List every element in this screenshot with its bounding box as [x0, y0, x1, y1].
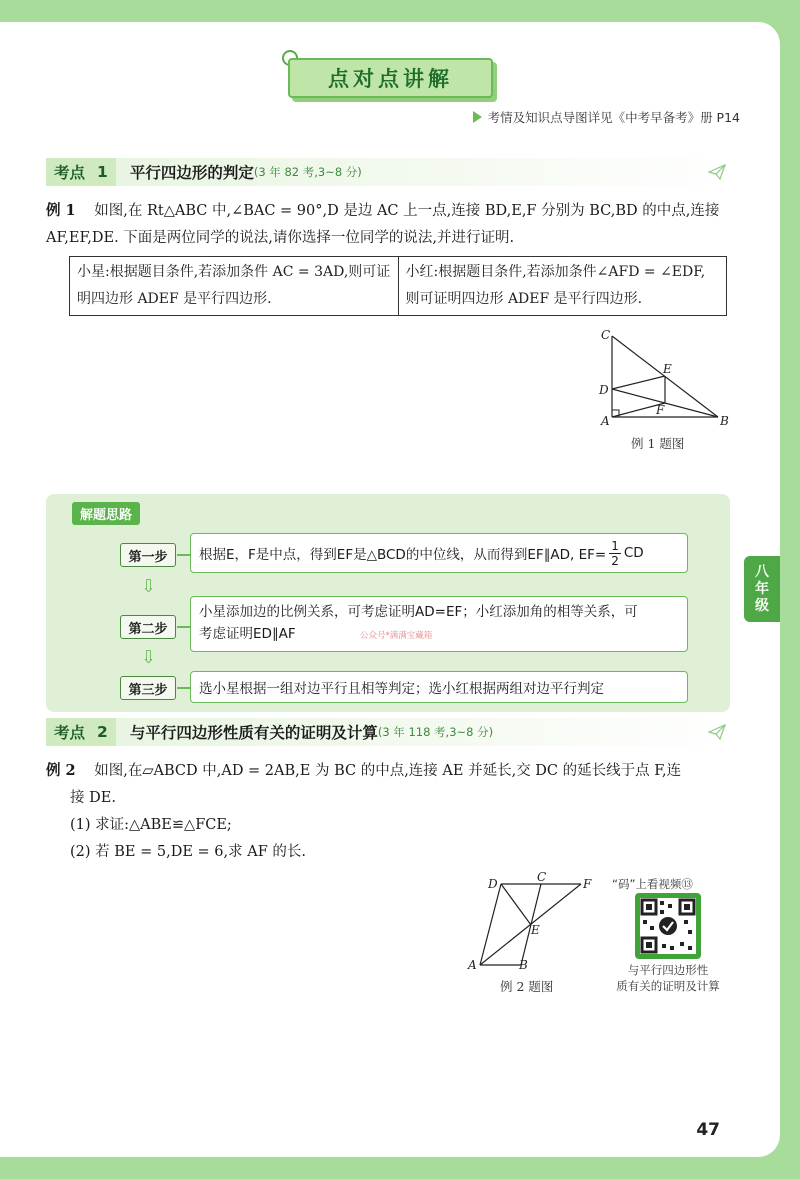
- paper-plane-icon: [708, 724, 726, 740]
- section-title: 点对点讲解: [288, 58, 493, 98]
- comparison-table: [69, 256, 727, 316]
- triangle-icon: [473, 111, 482, 123]
- step-2-box: [190, 596, 688, 652]
- qr-pattern-icon: [640, 898, 696, 954]
- down-arrow-icon: ⇩: [141, 576, 157, 597]
- video-caption-line2: 质有关的证明及计算: [616, 979, 720, 993]
- grade-tab-char: 年: [755, 580, 769, 597]
- reference-line: [473, 108, 740, 126]
- grade-tab-char: 八: [755, 563, 769, 580]
- kaodian-1-label: 考点: [54, 164, 86, 182]
- step-2-label: 第二步: [120, 615, 176, 639]
- example-1-caption: 例 1 题图: [631, 436, 685, 451]
- point-label: E: [531, 923, 540, 937]
- point-label: C: [601, 328, 611, 342]
- point-label: D: [599, 383, 609, 397]
- example-1-label: 例 1: [46, 202, 76, 219]
- step-2-text-line2: [199, 623, 679, 647]
- fraction-denominator: 2: [611, 553, 619, 568]
- fraction-numerator: 1: [611, 538, 619, 553]
- step-1-label: 第一步: [120, 543, 176, 567]
- example-1-figure: [596, 326, 736, 430]
- qr-code[interactable]: [635, 893, 701, 959]
- kaodian-1-number: 1: [97, 163, 108, 181]
- point-label: F: [656, 403, 665, 417]
- example-1-stem: [46, 197, 736, 252]
- example-1-text: 如图,在 Rt△ABC 中,∠BAC = 90°,D 是边 AC 上一点,连接 BD,E,F 分别为 BC,BD 的中点,连接 AF,EF,DE. 下面是两位同学的说法,请你选择一位同学的说法,并进行证明.: [46, 203, 720, 246]
- example-2-line1: [46, 757, 736, 785]
- example-2-text: 如图,在▱ABCD 中,AD = 2AB,E 为 BC 的中点,连接 AE 并延长,交 DC 的延长线于点 F,连: [94, 763, 682, 779]
- kaodian-1-bar: [46, 158, 730, 186]
- kaodian-2-label: 考点: [54, 724, 86, 742]
- kaodian-2-tag: [46, 718, 116, 746]
- point-label: A: [468, 958, 477, 972]
- down-arrow-icon: ⇩: [141, 647, 157, 668]
- paper-plane-icon: [708, 164, 726, 180]
- reference-text: 考情及知识点导图详见《中考早备考》册 P14: [487, 110, 740, 125]
- example-2-line2: 接 DE.: [70, 790, 116, 806]
- question-1: (1) 求证:△ABE≌△FCE;: [70, 817, 232, 833]
- example-2-label: 例 2: [46, 762, 76, 779]
- point-label: B: [720, 414, 729, 428]
- question-2: (2) 若 BE = 5,DE = 6,求 AF 的长.: [70, 844, 306, 860]
- thinking-tag: 解题思路: [72, 502, 140, 525]
- kaodian-2-title: 与平行四边形性质有关的证明及计算: [129, 724, 378, 742]
- fraction-one-half: [609, 539, 621, 568]
- watermark-text: 公众号*满满宝藏箱: [359, 631, 433, 641]
- xiaohong-cell: 小红:根据题目条件,若添加条件∠AFD = ∠EDF,则可证明四边形 ADEF 是平行四边形.: [398, 257, 727, 316]
- step-2-text-line1: 小星添加边的比例关系，可考虑证明AD=EF；小红添加角的相等关系，可: [199, 604, 638, 620]
- step-3-box: [190, 671, 688, 703]
- kaodian-1-title: 平行四边形的判定: [129, 164, 254, 182]
- step-1-box: [190, 533, 688, 573]
- kaodian-2-number: 2: [97, 723, 108, 741]
- point-label: C: [537, 870, 547, 884]
- grade-tab: [744, 556, 780, 622]
- connector-arrow: [177, 687, 191, 689]
- step-3-label: 第三步: [120, 676, 176, 700]
- kaodian-1-note: (3 年 82 考,3~8 分): [253, 165, 362, 179]
- kaodian-2-note: (3 年 118 考,3~8 分): [377, 725, 494, 739]
- video-caption: [616, 962, 720, 994]
- example-2-stem: [46, 757, 736, 866]
- page-number: 47: [696, 1120, 720, 1140]
- step-1-text: 根据E，F是中点，得到EF是△BCD的中位线，从而得到EF∥AD, EF=: [199, 547, 607, 563]
- example-2-caption: 例 2 题图: [500, 979, 554, 994]
- xiaoxing-cell: 小星:根据题目条件,若添加条件 AC = 3AD,则可证明四边形 ADEF 是平行四边形.: [70, 257, 399, 316]
- connector-arrow: [177, 626, 191, 628]
- video-title: “码”上看视频⑬: [612, 877, 693, 891]
- video-caption-line1: 与平行四边形性: [627, 963, 709, 977]
- kaodian-2-bar: [46, 718, 730, 746]
- grade-tab-char: 级: [755, 597, 769, 614]
- qr-pattern: [640, 898, 696, 954]
- step-3-text: 选小星根据一组对边平行且相等判定；选小红根据两组对边平行判定: [199, 681, 604, 697]
- step-2-text: 考虑证明ED∥AF: [199, 626, 296, 642]
- point-label: F: [583, 877, 592, 891]
- kaodian-1-tag: [46, 158, 116, 186]
- step-1-text-tail: CD: [623, 545, 644, 561]
- connector-arrow: [177, 554, 191, 556]
- point-label: D: [488, 877, 498, 891]
- example-2-figure: [464, 870, 600, 974]
- point-label: A: [601, 414, 610, 428]
- point-label: B: [519, 958, 528, 972]
- point-label: E: [663, 362, 672, 376]
